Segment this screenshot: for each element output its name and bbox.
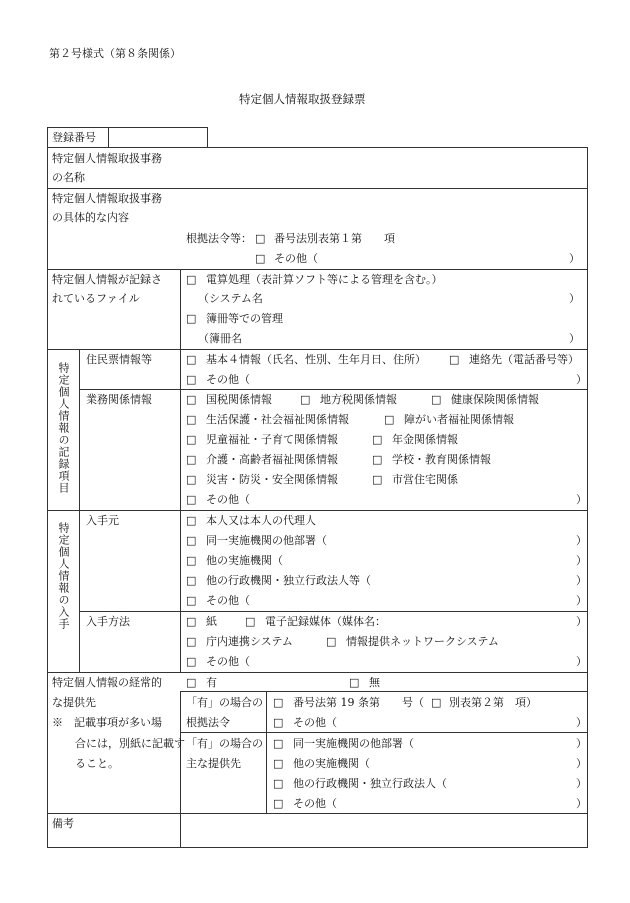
checkbox-icon[interactable]: □ <box>186 413 197 426</box>
file-option-electronic: 電算処理（表計算ソフト等による管理を含む。） <box>206 273 443 286</box>
provision-label-line2: な提供先 <box>52 696 96 709</box>
provision-note-line3: ること。 <box>75 757 119 770</box>
checkbox-icon[interactable]: □ <box>186 615 197 628</box>
gyomu-other: その他（ <box>206 493 250 506</box>
close-paren: ） <box>576 615 587 628</box>
close-paren: ） <box>576 716 587 729</box>
checkbox-icon[interactable]: □ <box>273 797 284 810</box>
file-label-line2: れているファイル <box>52 292 140 305</box>
checkbox-icon[interactable]: □ <box>186 635 197 648</box>
checkbox-icon[interactable]: □ <box>186 393 197 406</box>
juminhyo-other: その他（ <box>206 373 250 386</box>
checkbox-icon[interactable]: □ <box>273 777 284 790</box>
source-self: 本人又は本人の代理人 <box>206 514 316 527</box>
remarks-label: 備考 <box>52 817 74 830</box>
checkbox-icon[interactable]: □ <box>186 473 197 486</box>
checkbox-icon[interactable]: □ <box>372 473 383 486</box>
method-electronic-media: 電子記録媒体（媒体名： <box>265 615 386 628</box>
gyomu-disability: 障がい者福祉関係情報 <box>404 413 514 426</box>
registration-number-field[interactable] <box>110 128 206 146</box>
basis-prefix-label: 根拠法令等： <box>186 232 252 245</box>
checkbox-icon[interactable]: □ <box>186 493 197 506</box>
method-info-network: 情報提供ネットワークシステム <box>346 635 499 648</box>
checkbox-icon[interactable]: □ <box>186 594 197 607</box>
gyomu-label: 業務関係情報 <box>86 393 152 406</box>
checkbox-icon[interactable]: □ <box>273 696 284 709</box>
method-paper: 紙 <box>206 615 217 628</box>
checkbox-icon[interactable]: □ <box>245 615 256 628</box>
checkbox-icon[interactable]: □ <box>186 554 197 567</box>
juminhyo-contact: 連絡先（電話番号等） <box>469 353 579 366</box>
checkbox-icon[interactable]: □ <box>273 716 284 729</box>
method-label: 入手方法 <box>86 615 130 628</box>
remarks-field[interactable] <box>181 814 586 847</box>
close-paren: ） <box>569 292 580 305</box>
juminhyo-basic4: 基本４情報（氏名、性別、生年月日、住所） <box>206 353 426 366</box>
file-ledger-name: （簿冊名 <box>198 332 242 345</box>
close-paren: ） <box>576 797 587 810</box>
source-label: 入手元 <box>86 514 119 527</box>
close-paren: ） <box>576 757 587 770</box>
checkbox-icon[interactable]: □ <box>326 635 337 648</box>
basis-label-line1: 「有」の場合の <box>186 696 263 709</box>
checkbox-icon[interactable]: □ <box>372 453 383 466</box>
basis-article19: 番号法第 19 条第 号（ <box>293 696 424 709</box>
recipient-other: その他（ <box>293 797 337 810</box>
checkbox-icon[interactable]: □ <box>186 273 197 286</box>
items-vertical-label: 特定個人情報の記録項目 <box>57 362 70 494</box>
basis-option-appendix: 番号法別表第１第 項 <box>274 232 395 245</box>
checkbox-icon[interactable]: □ <box>255 252 266 265</box>
close-paren: ） <box>576 777 587 790</box>
main-recipient-label-line2: 主な提供先 <box>186 757 241 770</box>
method-other: その他（ <box>206 655 250 668</box>
close-paren: ） <box>576 655 587 668</box>
source-admin-agency: 他の行政機関・独立行政法人等（ <box>206 574 371 587</box>
checkbox-icon[interactable]: □ <box>273 737 284 750</box>
gyomu-child-welfare: 児童福祉・子育て関係情報 <box>206 433 338 446</box>
gyomu-national-tax: 国税関係情報 <box>206 393 272 406</box>
recipient-other-agency: 他の実施機関（ <box>293 757 370 770</box>
nyushu-vertical-label: 特定個人情報の入手 <box>57 522 70 630</box>
checkbox-icon[interactable]: □ <box>186 453 197 466</box>
checkbox-icon[interactable]: □ <box>431 696 442 709</box>
close-paren: ） <box>576 534 587 547</box>
checkbox-icon[interactable]: □ <box>431 393 442 406</box>
close-paren: ） <box>576 493 587 506</box>
jimu-name-field[interactable] <box>181 148 586 187</box>
jimu-content-label-line1: 特定個人情報取扱事務 <box>52 192 162 205</box>
checkbox-icon[interactable]: □ <box>186 514 197 527</box>
basis-appendix2: 別表第２第 項） <box>449 696 537 709</box>
method-internal-system: 庁内連携システム <box>206 635 293 648</box>
jimu-content-label-line2: の具体的な内容 <box>52 211 129 224</box>
gyomu-education: 学校・教育関係情報 <box>392 453 491 466</box>
main-recipient-label-line1: 「有」の場合の <box>186 737 263 750</box>
basis-label-line2: 根拠法令 <box>186 716 230 729</box>
provision-label-line1: 特定個人情報の経常的 <box>52 676 162 689</box>
registration-number-label: 登録番号 <box>52 131 96 144</box>
basis-option-other: その他（ <box>274 252 318 265</box>
source-same-agency: 同一実施機関の他部署（ <box>206 534 327 547</box>
checkbox-icon[interactable]: □ <box>372 433 383 446</box>
gyomu-elderly-care: 介護・高齢者福祉関係情報 <box>206 453 338 466</box>
recipient-admin-agency: 他の行政機関・独立行政法人（ <box>293 777 447 790</box>
file-label-line1: 特定個人情報が記録さ <box>52 273 162 286</box>
gyomu-local-tax: 地方税関係情報 <box>320 393 397 406</box>
close-paren: ） <box>576 594 587 607</box>
gyomu-pension: 年金関係情報 <box>392 433 458 446</box>
checkbox-icon[interactable]: □ <box>186 373 197 386</box>
source-other-agency: 他の実施機関（ <box>206 554 283 567</box>
jimu-name-label-line2: の名称 <box>52 171 85 184</box>
checkbox-icon[interactable]: □ <box>449 353 460 366</box>
form-number: 第２号様式（第８条関係） <box>49 47 181 60</box>
provision-note-line1: ※ 記載事項が多い場 <box>52 716 162 729</box>
checkbox-icon[interactable]: □ <box>349 676 360 689</box>
gyomu-health-insurance: 健康保険関係情報 <box>451 393 539 406</box>
checkbox-icon[interactable]: □ <box>186 534 197 547</box>
provision-note-line2: 合には，別紙に記載す <box>75 737 185 750</box>
checkbox-icon[interactable]: □ <box>255 232 266 245</box>
gyomu-welfare: 生活保護・社会福祉関係情報 <box>206 413 349 426</box>
provision-yes: 有 <box>206 676 217 689</box>
file-system-name: （システム名 <box>198 292 263 305</box>
checkbox-icon[interactable]: □ <box>186 655 197 668</box>
close-paren: ） <box>576 574 587 587</box>
checkbox-icon[interactable]: □ <box>186 353 197 366</box>
page-title: 特定個人情報取扱登録票 <box>239 92 366 106</box>
checkbox-icon[interactable]: □ <box>186 676 197 689</box>
gyomu-disaster: 災害・防災・安全関係情報 <box>206 473 338 486</box>
gyomu-housing: 市営住宅関係 <box>392 473 458 486</box>
checkbox-icon[interactable]: □ <box>300 393 311 406</box>
provision-no: 無 <box>369 676 380 689</box>
checkbox-icon[interactable]: □ <box>384 413 395 426</box>
recipient-same-agency: 同一実施機関の他部署（ <box>293 737 414 750</box>
source-other: その他（ <box>206 594 250 607</box>
checkbox-icon[interactable]: □ <box>186 433 197 446</box>
close-paren: ） <box>569 252 580 265</box>
close-paren: ） <box>576 737 587 750</box>
checkbox-icon[interactable]: □ <box>186 312 197 325</box>
close-paren: ） <box>569 332 580 345</box>
checkbox-icon[interactable]: □ <box>186 574 197 587</box>
close-paren: ） <box>576 373 587 386</box>
checkbox-icon[interactable]: □ <box>273 757 284 770</box>
basis-other: その他（ <box>293 716 337 729</box>
file-option-ledger: 簿冊等での管理 <box>206 312 283 325</box>
close-paren: ） <box>576 554 587 567</box>
jimu-name-label-line1: 特定個人情報取扱事務 <box>52 152 162 165</box>
juminhyo-label: 住民票情報等 <box>86 353 152 366</box>
